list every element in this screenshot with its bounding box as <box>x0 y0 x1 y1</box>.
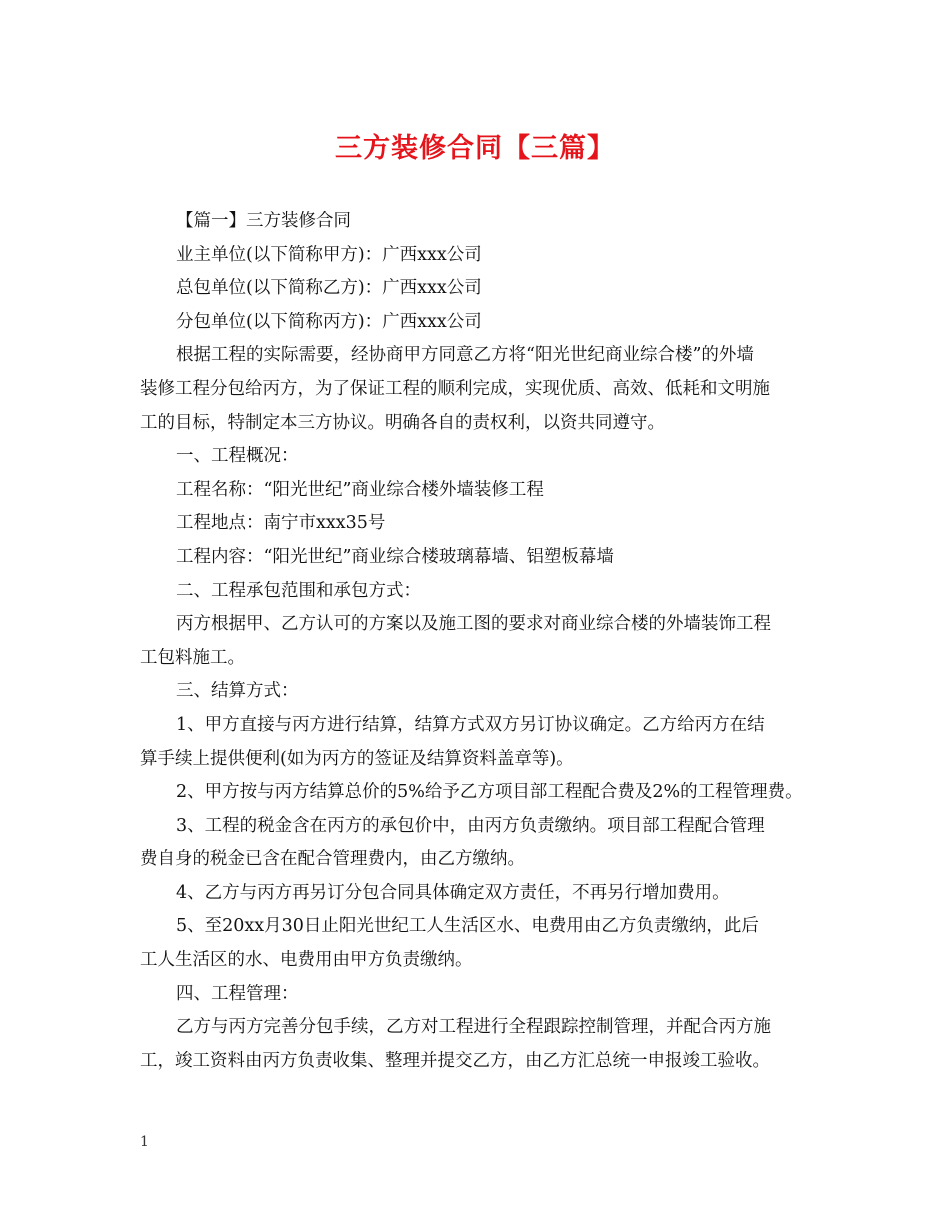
body-line: 工人生活区的水、电费用由甲方负责缴纳。 <box>140 950 473 971</box>
body-line: 二、工程承包范围和承包方式： <box>176 580 421 601</box>
document-title: 三方装修合同【三篇】 <box>335 133 615 164</box>
body-line: 乙方与丙方完善分包手续，乙方对工程进行全程跟踪控制管理，并配合丙方施 <box>176 1017 771 1038</box>
body-line: 根据工程的实际需要，经协商甲方同意乙方将“阳光世纪商业综合楼”的外墙 <box>176 345 754 366</box>
body-line: 3、工程的税金含在丙方的承包价中，由丙方负责缴纳。项目部工程配合管理 <box>176 815 765 836</box>
body-line: 业主单位(以下简称甲方)：广西xxx公司 <box>176 244 482 265</box>
body-line: 4、乙方与丙方再另订分包合同具体确定双方责任，不再另行增加费用。 <box>176 882 730 903</box>
body-line: 四、工程管理： <box>176 983 299 1004</box>
body-line: 工包料施工。 <box>140 647 245 668</box>
body-line: 工程内容：“阳光世纪”商业综合楼玻璃幕墙、铝塑板幕墙 <box>176 546 614 567</box>
body-line: 5、至20xx月30日止阳光世纪工人生活区水、电费用由乙方负责缴纳，此后 <box>176 916 759 937</box>
body-line: 【篇一】三方装修合同 <box>176 211 351 231</box>
body-line: 总包单位(以下简称乙方)：广西xxx公司 <box>176 278 482 299</box>
page-number: 1 <box>140 1134 149 1150</box>
body-line: 分包单位(以下简称丙方)：广西xxx公司 <box>176 311 482 332</box>
body-line: 2、甲方按与丙方结算总价的5%给予乙方项目部工程配合费及2%的工程管理费。 <box>176 782 803 803</box>
body-line: 三、结算方式： <box>176 681 299 702</box>
body-line: 1、甲方直接与丙方进行结算，结算方式双方另订协议确定。乙方给丙方在结 <box>176 714 765 735</box>
body-line: 一、工程概况： <box>176 446 299 467</box>
body-line: 工的目标，特制定本三方协议。明确各自的责权利，以资共同遵守。 <box>140 412 665 433</box>
body-line: 费自身的税金已含在配合管理费内，由乙方缴纳。 <box>140 849 525 870</box>
body-line: 装修工程分包给丙方，为了保证工程的顺利完成，实现优质、高效、低耗和文明施 <box>140 378 770 399</box>
body-line: 工，竣工资料由丙方负责收集、整理并提交乙方，由乙方汇总统一申报竣工验收。 <box>140 1050 770 1071</box>
body-line: 工程地点：南宁市xxx35号 <box>176 513 386 534</box>
document-body <box>140 205 812 1078</box>
body-line: 工程名称：“阳光世纪”商业综合楼外墙装修工程 <box>176 479 544 500</box>
body-line: 丙方根据甲、乙方认可的方案以及施工图的要求对商业综合楼的外墙装饰工程 <box>176 614 771 635</box>
body-line: 算手续上提供便利(如为丙方的签证及结算资料盖章等)。 <box>140 748 574 769</box>
